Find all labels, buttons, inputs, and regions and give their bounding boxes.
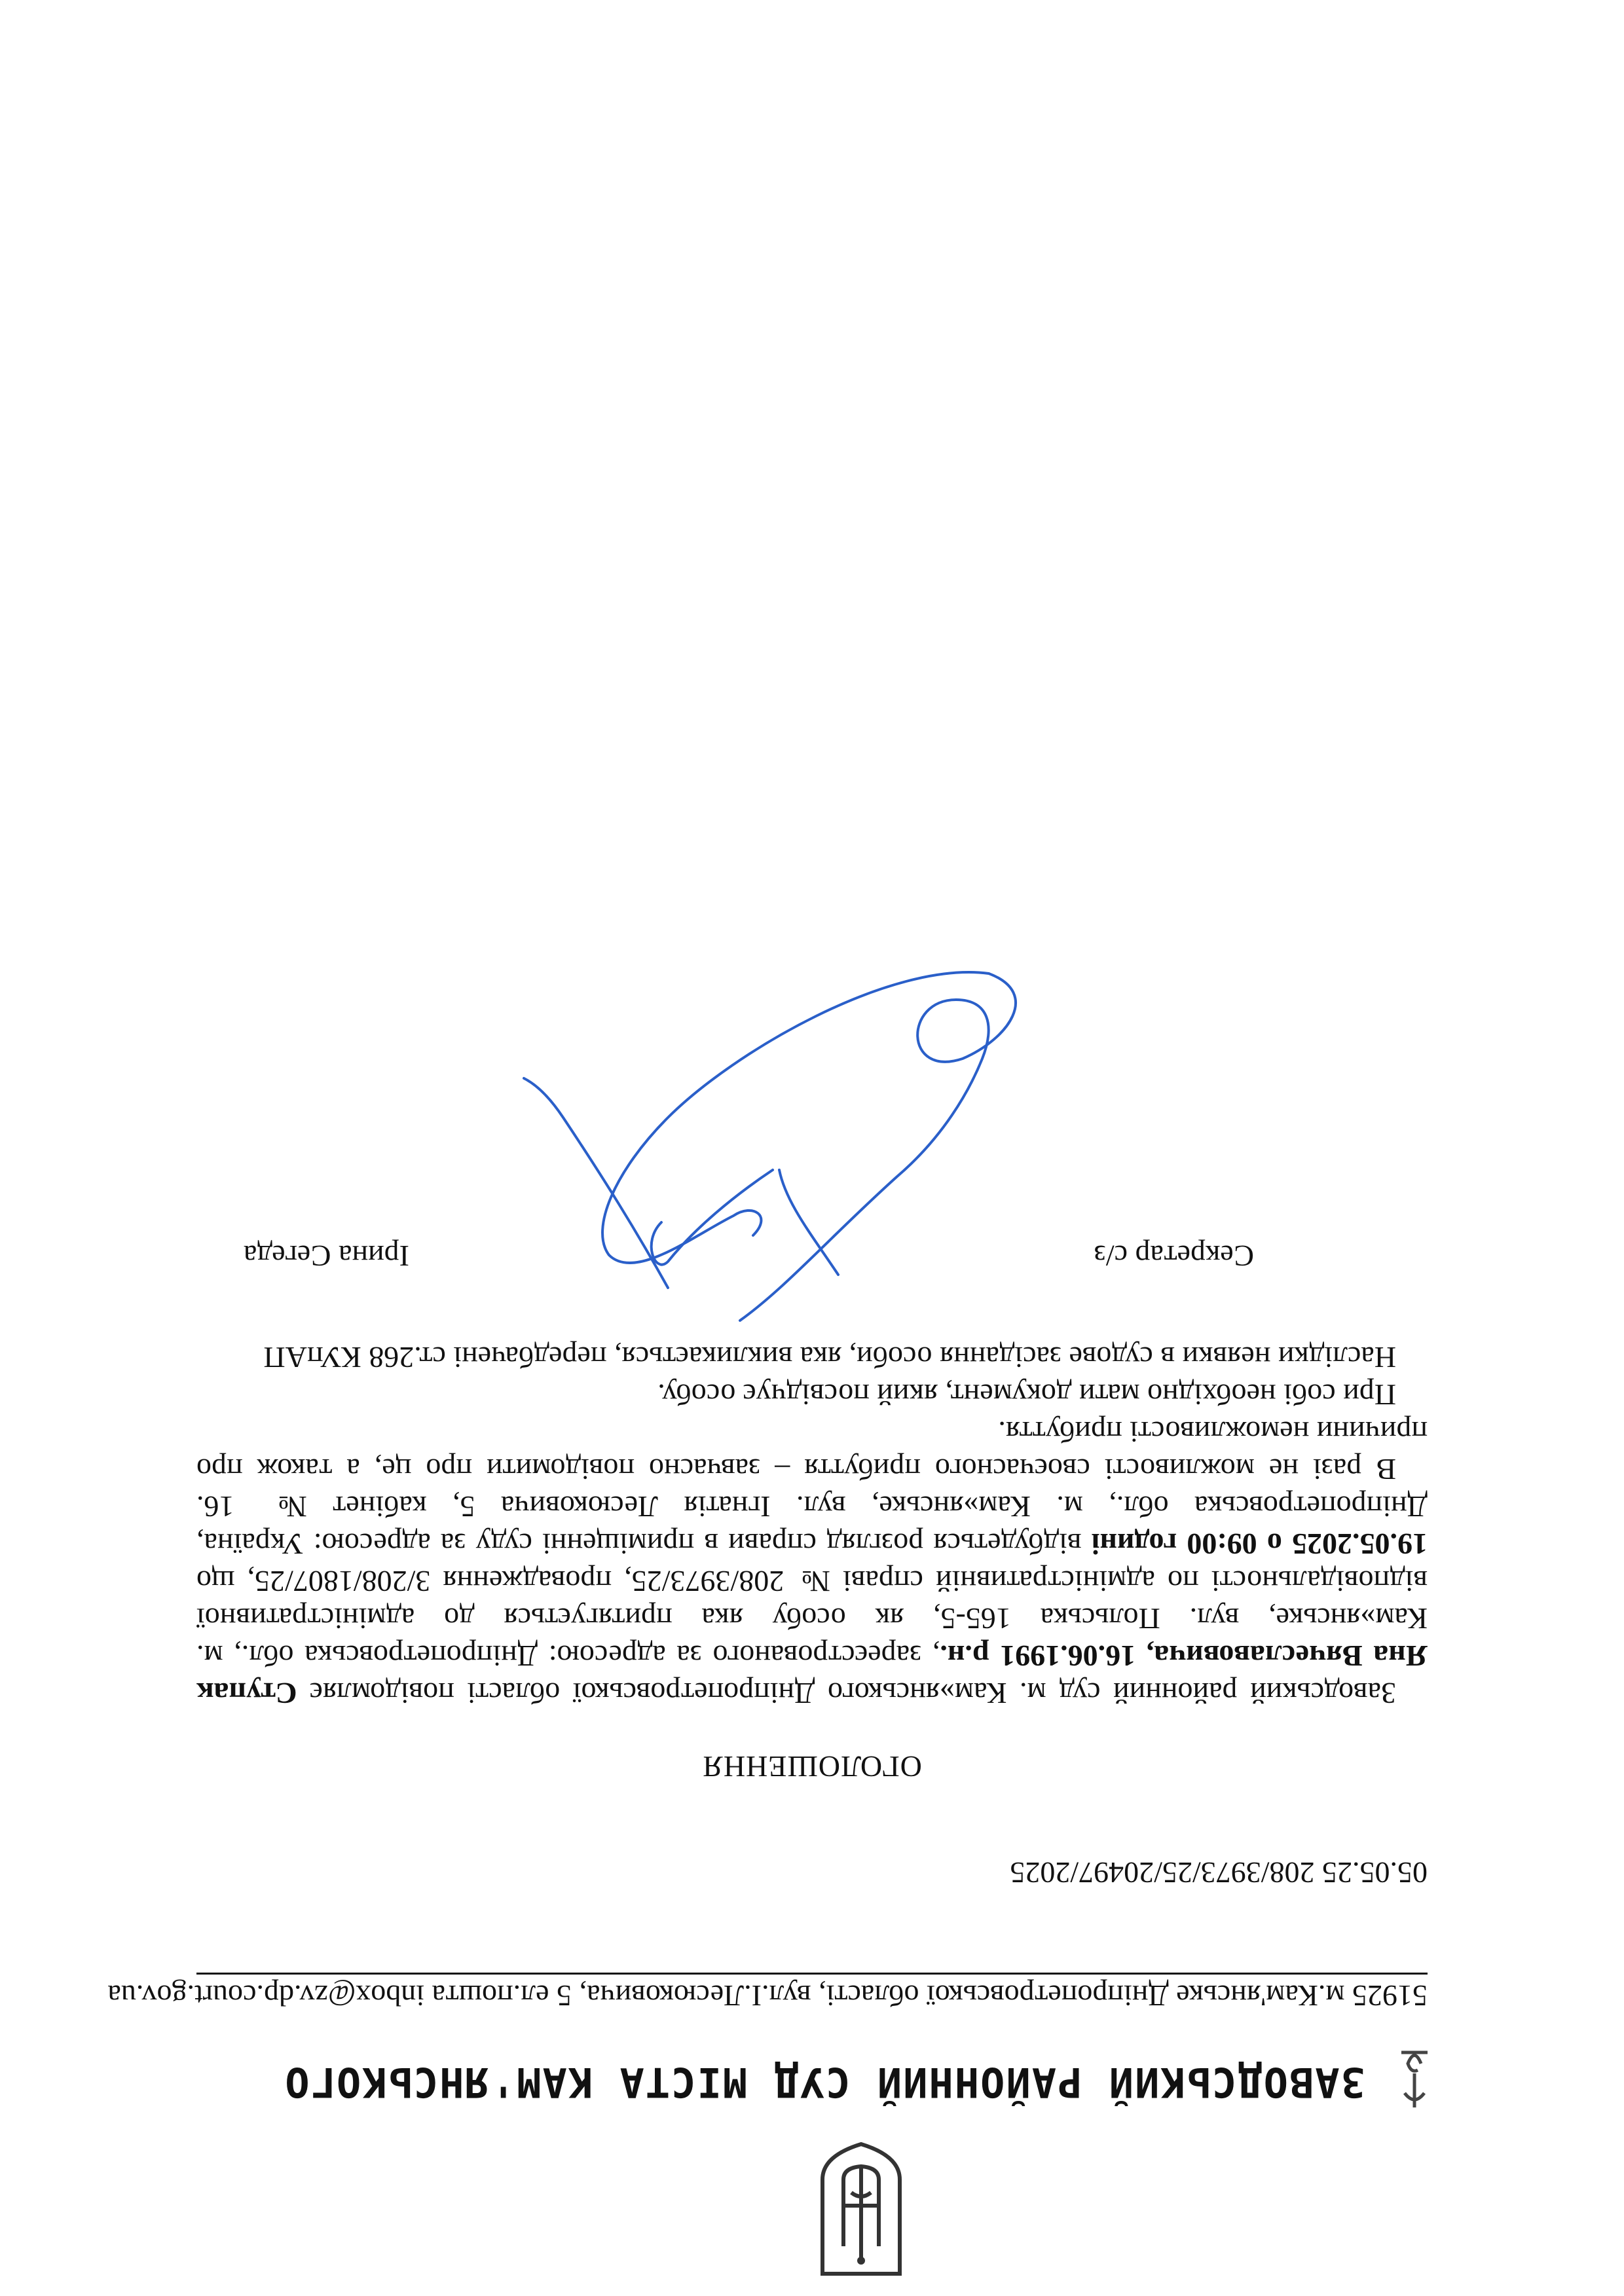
person-name: Ступак Яна Вячеславовича, 16.06.1991 р.н. <box>196 1639 1428 1710</box>
document-body <box>196 1339 1428 1712</box>
hearing-datetime: 19.05.2025 о 09:00 годині <box>1091 1527 1428 1561</box>
paragraph-summons: Заводський районний суд м. Кам»янського Дніпропетровської області повідомляє Ступак Яна Вячеславовича, 16.06.1991 р.н., зареєстрованого за адресою: Дніпропетровська обл., м. Кам»янське, вул. Польська 165-5, як особу яка притягується до адміністративної відповідальності по адміністративній справі № 208/3973/25, провадження 3/208/1807/25, що 19.05.2025 о 09:00 годині відбудеться розгляд справи в приміщенні суду за адресою: Україна, Дніпропетровська обл., м. Кам»янське, вул. Ігнатія Лесюковича 5, кабінет № 16. <box>196 1490 1428 1710</box>
handwritten-signature <box>498 960 1061 1366</box>
paragraph-notify: В разі не можливості своєчасного прибуття – завчасно повідомити про це, а також про причини неможливості прибуття. <box>196 1415 1428 1486</box>
document-title: ОГОЛОШЕННЯ <box>702 1750 922 1783</box>
scan-mark-icon <box>1392 2041 1437 2113</box>
coat-of-arms-icon <box>819 2140 904 2278</box>
secretary-title: Секретар с/з <box>1094 1239 1254 1273</box>
paragraph-document: При собі необхідно мати документ, який посвідчує особу. <box>657 1378 1396 1412</box>
outgoing-reference: 05.05.25 208/3973/25/20497/2025 <box>1010 1856 1428 1889</box>
court-address: 51925 м.Кам'янське Дніпропетровської області, вул.І.Лесюковича, 5 ел.пошта inbox@zv.dp.court.gov.ua <box>196 1973 1428 2013</box>
paragraph-consequences: Наслідки неявки в судове засідання особи, яка викликається, передбачені ст.268 КУпАП <box>263 1341 1396 1374</box>
secretary-name: Ірина Сегеда <box>243 1239 409 1273</box>
court-name: ЗАВОДСЬКИЙ РАЙОННИЙ СУД МІСТА КАМ'ЯНСЬКОГО <box>284 2058 1365 2106</box>
